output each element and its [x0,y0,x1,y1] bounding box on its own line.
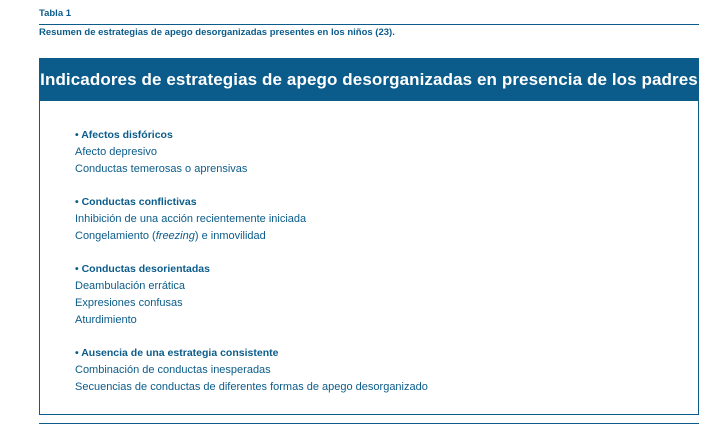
table-title: Resumen de estrategias de apego desorganizadas presentes en los niños (23). [39,27,395,38]
group-title: • Conductas conflictivas [75,196,197,208]
table-body [40,101,698,396]
list-item: Afecto depresivo [75,146,157,158]
group-title: • Afectos disfóricos [75,129,173,141]
table-bottom-divider [39,423,699,424]
list-item: Combinación de conductas inesperadas [75,364,271,376]
list-item: Conductas temerosas o aprensivas [75,163,248,175]
list-item: Expresiones confusas [75,297,183,309]
group-title: • Conductas desorientadas [75,263,210,275]
list-item: Deambulación errática [75,280,186,292]
table-header: Indicadores de estrategias de apego desorganizadas en presencia de los padres [40,59,698,101]
list-item-prefix: Congelamiento ( [75,230,156,242]
list-item-suffix: ) e inmovilidad [194,230,266,242]
indicators-table [39,58,699,415]
group-disoriented-behaviors [75,261,698,329]
group-title: • Ausencia de una estrategia consistente [75,347,279,359]
table-caption [39,8,699,39]
list-item: Secuencias de conductas de diferentes formas de apego desorganizado [75,381,428,393]
caption-divider [39,24,699,25]
group-dysphoric-affects [75,127,698,178]
group-conflicting-behaviors [75,194,698,245]
list-item [75,228,698,245]
list-item-italic-term: freezing [155,230,195,242]
group-no-consistent-strategy [75,345,698,396]
list-item: Inhibición de una acción recientemente iniciada [75,213,307,225]
list-item: Aturdimiento [75,314,137,326]
table-label: Tabla 1 [39,8,72,19]
